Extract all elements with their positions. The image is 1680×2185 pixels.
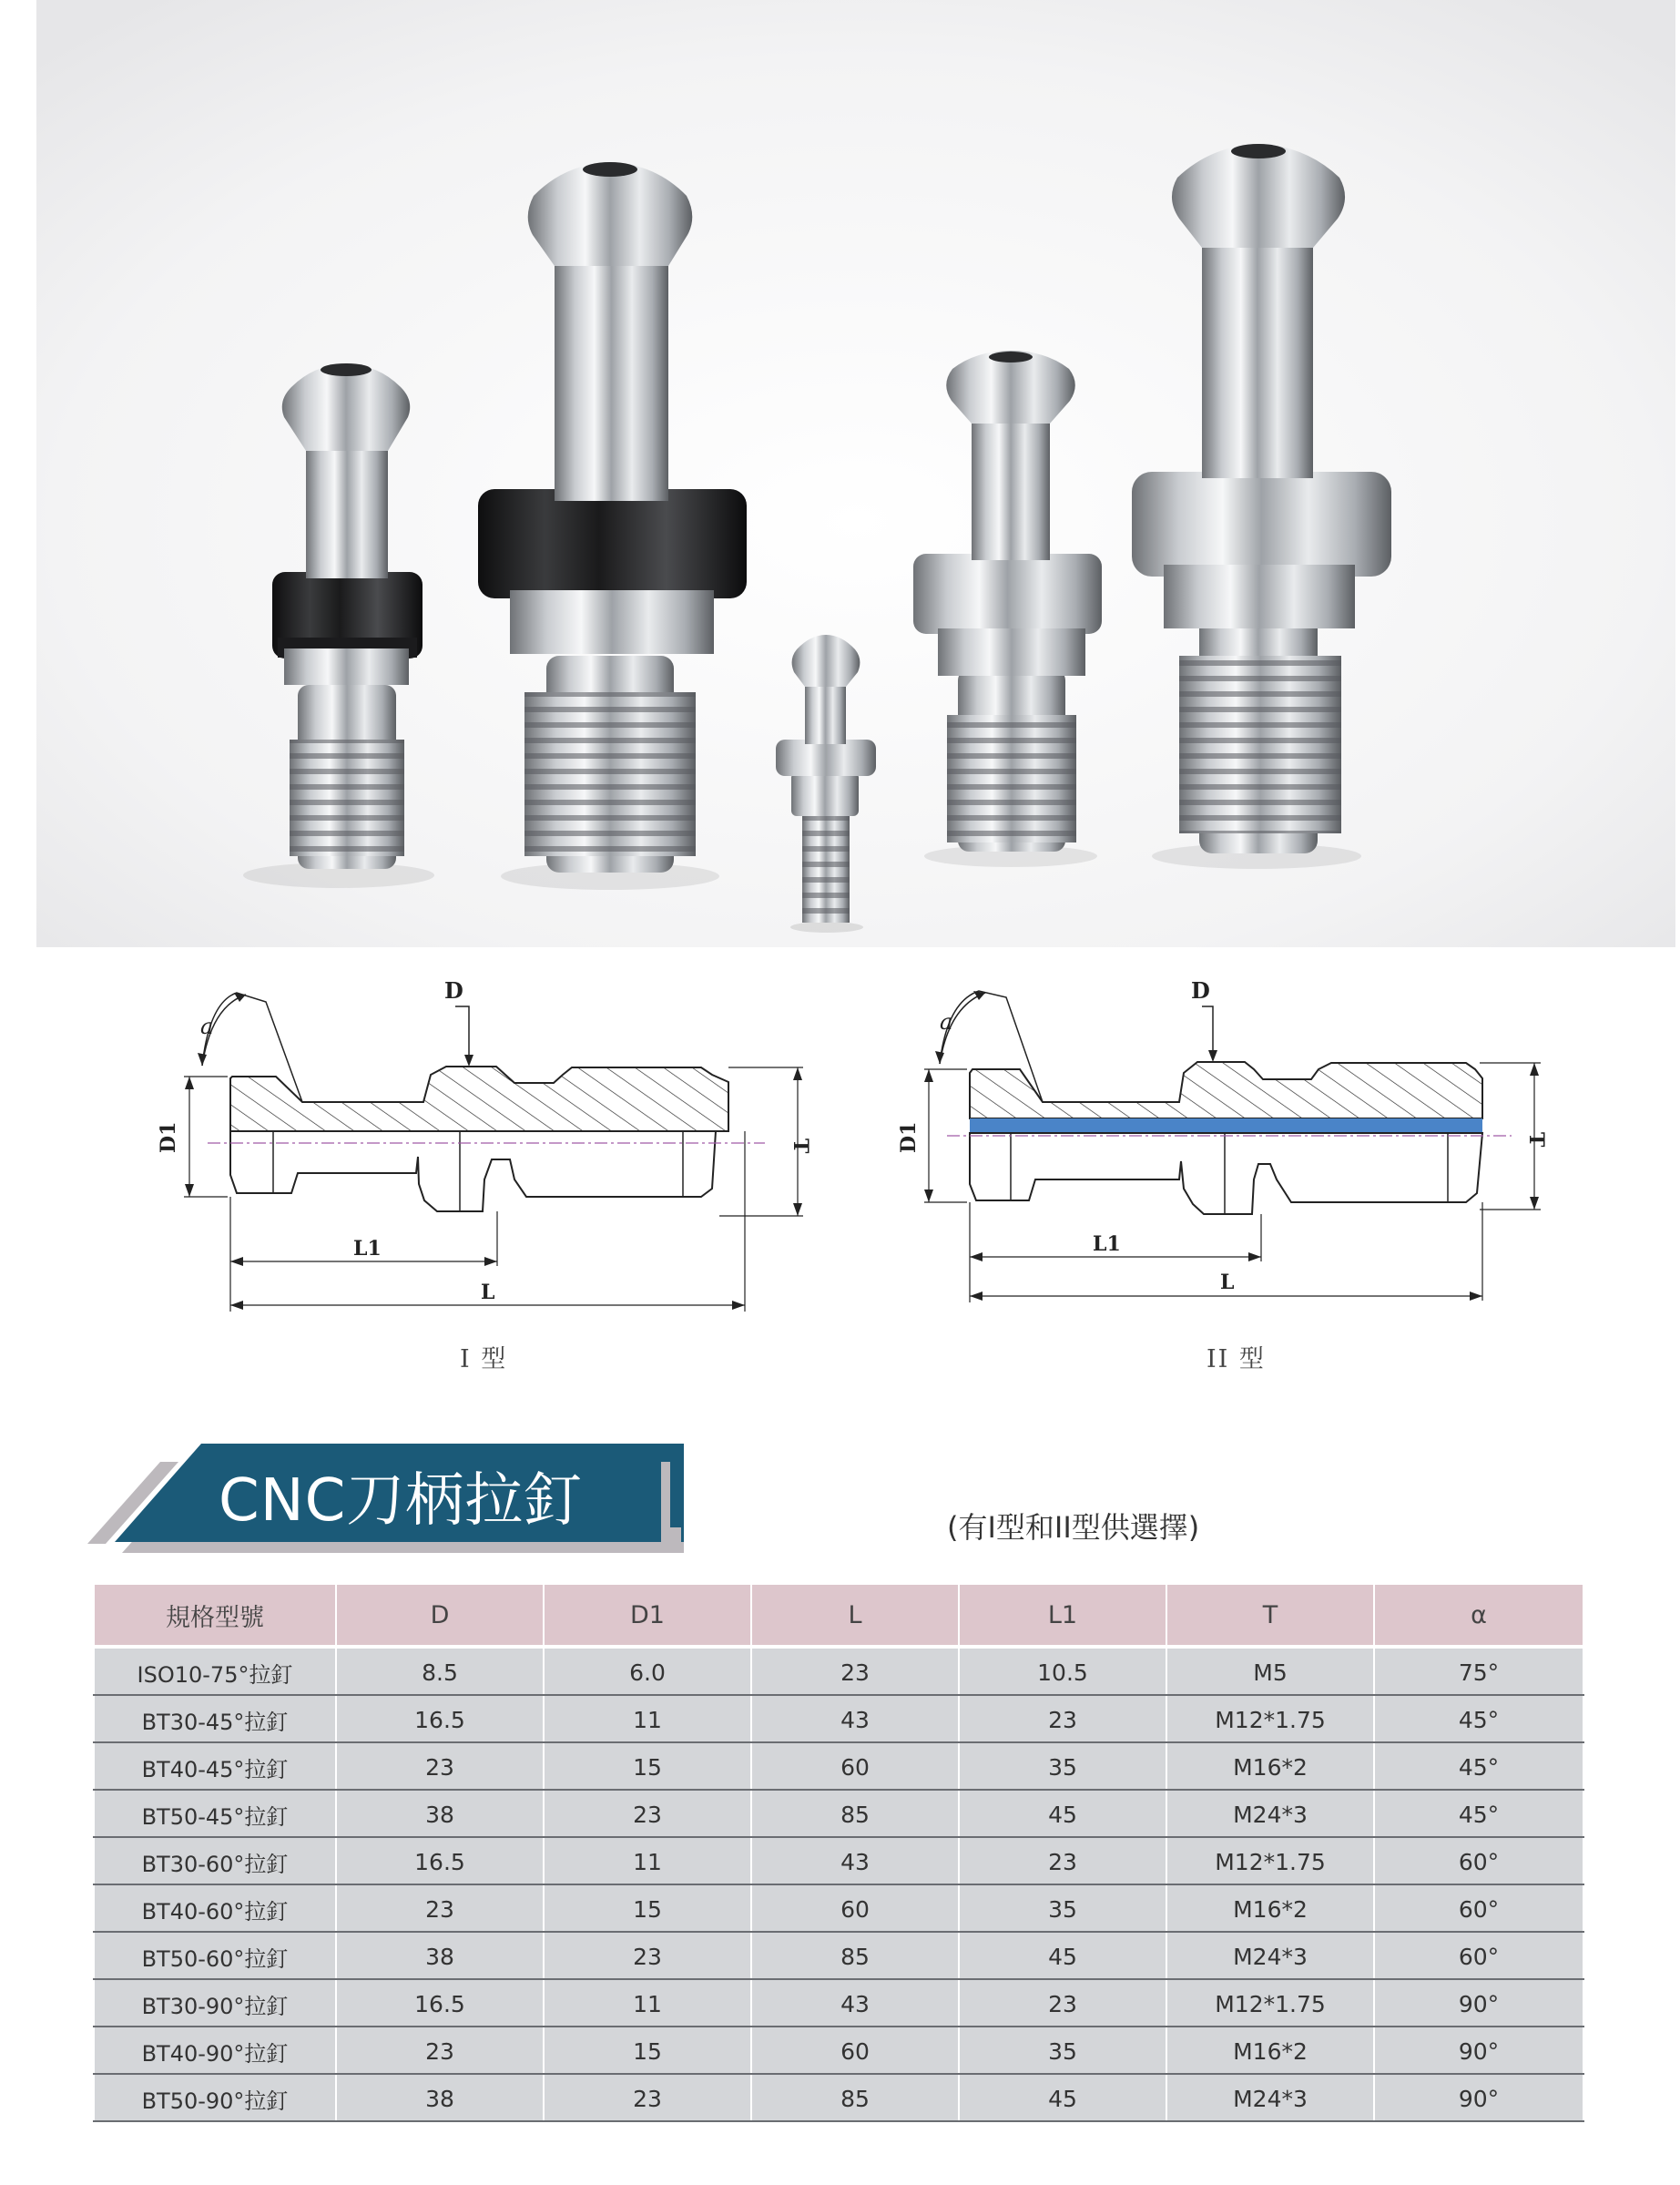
column-header: D1 [544,1584,751,1647]
value-cell: 23 [544,1790,751,1837]
value-cell: 38 [336,1790,544,1837]
value-cell: 15 [544,1884,751,1932]
l-label-2: L [1220,1271,1235,1294]
column-header: L [751,1584,959,1647]
t-label: T [789,1138,812,1154]
value-cell: 23 [336,1884,544,1932]
l1-label-2: L1 [1093,1232,1121,1256]
spec-table [93,1583,1584,2122]
table-row [94,1884,1583,1932]
value-cell: 60° [1374,1837,1583,1884]
t-label-2: T [1524,1132,1548,1148]
diagram-type1-caption: I 型 [460,1345,508,1373]
value-cell: 15 [544,1742,751,1790]
l-label: L [481,1281,495,1304]
value-cell: 23 [544,2074,751,2121]
value-cell: 11 [544,1837,751,1884]
section-subtitle: (有I型和II型供選擇) [947,1510,1200,1545]
table-row [94,2074,1583,2121]
diagram-type2 [883,965,1557,1348]
model-cell: BT30-45°拉釘 [94,1695,336,1742]
value-cell: 90° [1374,1979,1583,2027]
column-header: 規格型號 [94,1584,336,1647]
value-cell: 16.5 [336,1695,544,1742]
value-cell: 43 [751,1695,959,1742]
column-header: D [336,1584,544,1647]
alpha-label-2: a [940,1009,953,1035]
value-cell: 43 [751,1837,959,1884]
value-cell: M16*2 [1166,1884,1374,1932]
value-cell: 23 [336,1742,544,1790]
value-cell: 85 [751,1932,959,1979]
value-cell: 75° [1374,1647,1583,1695]
value-cell: M5 [1166,1647,1374,1695]
model-cell: BT50-90°拉釘 [94,2074,336,2121]
value-cell: 23 [336,2027,544,2074]
column-header: T [1166,1584,1374,1647]
value-cell: M16*2 [1166,1742,1374,1790]
value-cell: 90° [1374,2074,1583,2121]
table-row [94,1695,1583,1742]
value-cell: 16.5 [336,1979,544,2027]
value-cell: M24*3 [1166,2074,1374,2121]
diagram-type1 [146,965,838,1348]
value-cell: M16*2 [1166,2027,1374,2074]
value-cell: 45 [959,2074,1166,2121]
model-cell: BT30-90°拉釘 [94,1979,336,2027]
table-header-row [94,1584,1583,1647]
value-cell: 35 [959,1884,1166,1932]
value-cell: 38 [336,1932,544,1979]
model-cell: BT30-60°拉釘 [94,1837,336,1884]
table-row [94,1979,1583,2027]
model-cell: BT50-60°拉釘 [94,1932,336,1979]
value-cell: 85 [751,1790,959,1837]
model-cell: BT50-45°拉釘 [94,1790,336,1837]
d1-label-2: D1 [897,1121,921,1153]
model-cell: BT40-90°拉釘 [94,2027,336,2074]
type2-bore-highlight [970,1118,1482,1133]
value-cell: 45 [959,1932,1166,1979]
table-body [94,1647,1583,2121]
value-cell: 35 [959,1742,1166,1790]
value-cell: 16.5 [336,1837,544,1884]
alpha-label: a [200,1014,214,1039]
model-cell: BT40-60°拉釘 [94,1884,336,1932]
value-cell: 23 [959,1979,1166,2027]
value-cell: M12*1.75 [1166,1695,1374,1742]
table-row [94,1742,1583,1790]
product-photo [0,0,1680,947]
value-cell: 23 [959,1695,1166,1742]
value-cell: 45° [1374,1790,1583,1837]
d-label-2: D [1191,977,1210,1004]
d-label: D [444,977,463,1004]
column-header: L1 [959,1584,1166,1647]
value-cell: 85 [751,2074,959,2121]
value-cell: 35 [959,2027,1166,2074]
table-row [94,1790,1583,1837]
table-row [94,1647,1583,1695]
value-cell: M12*1.75 [1166,1979,1374,2027]
value-cell: M24*3 [1166,1932,1374,1979]
value-cell: 45° [1374,1695,1583,1742]
value-cell: 8.5 [336,1647,544,1695]
d1-label: D1 [157,1121,180,1153]
value-cell: 43 [751,1979,959,2027]
value-cell: M12*1.75 [1166,1837,1374,1884]
value-cell: 6.0 [544,1647,751,1695]
value-cell: 45 [959,1790,1166,1837]
value-cell: 38 [336,2074,544,2121]
value-cell: 23 [544,1932,751,1979]
value-cell: 23 [751,1647,959,1695]
table-row [94,1932,1583,1979]
value-cell: 60 [751,1742,959,1790]
value-cell: 11 [544,1695,751,1742]
column-header: α [1374,1584,1583,1647]
value-cell: 60° [1374,1884,1583,1932]
value-cell: 60° [1374,1932,1583,1979]
value-cell: M24*3 [1166,1790,1374,1837]
model-cell: BT40-45°拉釘 [94,1742,336,1790]
value-cell: 10.5 [959,1647,1166,1695]
l1-label: L1 [353,1237,382,1261]
value-cell: 90° [1374,2027,1583,2074]
section-title: CNC刀柄拉釘 [219,1467,584,1535]
table-row [94,1837,1583,1884]
diagram-type2-caption: II 型 [1207,1345,1266,1373]
value-cell: 11 [544,1979,751,2027]
model-cell: ISO10-75°拉釘 [94,1647,336,1695]
value-cell: 60 [751,1884,959,1932]
value-cell: 23 [959,1837,1166,1884]
value-cell: 15 [544,2027,751,2074]
value-cell: 45° [1374,1742,1583,1790]
value-cell: 60 [751,2027,959,2074]
table-row [94,2027,1583,2074]
